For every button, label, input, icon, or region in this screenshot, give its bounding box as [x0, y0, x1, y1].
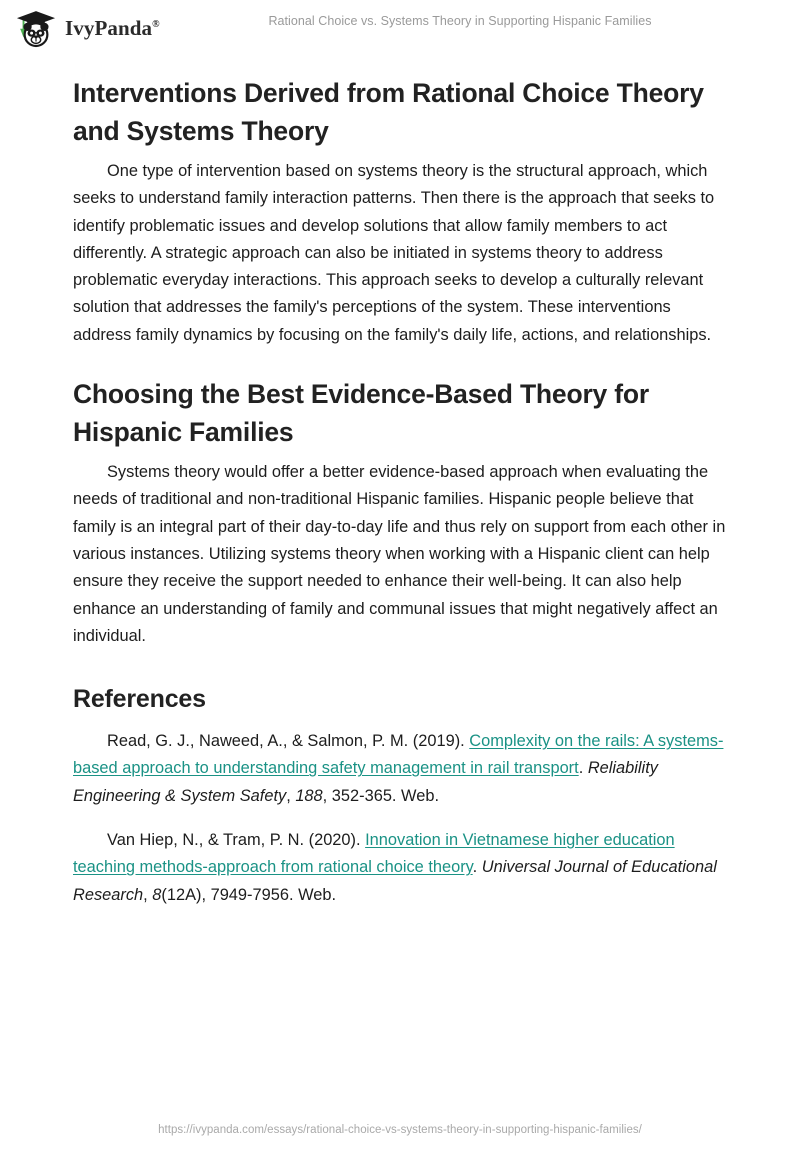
registered-trademark-symbol: ® — [152, 18, 160, 30]
reference-pages: (12A), 7949-7956. Web. — [161, 885, 337, 904]
document-content — [73, 66, 728, 926]
reference-journal: Universal Journal of Educational Research — [73, 858, 717, 904]
reference-volume: 8 — [152, 885, 162, 904]
brand-name-text: IvyPanda — [65, 15, 153, 40]
reference-volume-sep: , — [143, 885, 153, 904]
reference-journal: Reliability Engineering & System Safety — [73, 759, 658, 805]
reference-volume: 188 — [295, 786, 323, 805]
reference-item — [73, 827, 728, 909]
paragraph-interventions: One type of intervention based on systems theory is the structural approach, which seeks to understand family interaction patterns. Then there is the approach that seeks to identify problematic issues and develop solutions that allow family members to act differently. A strategic approach can also be initiated in systems theory to address problematic everyday interactions. This approach seeks to develop a culturally relevant solution that addresses the family's perceptions of the system. These interventions address family dynamics by focusing on the family's daily life, actions, and relationships. — [73, 162, 715, 344]
section-heading-interventions: Interventions Derived from Rational Choice Theory and Systems Theory — [73, 78, 704, 146]
reference-authors-year: Read, G. J., Naweed, A., & Salmon, P. M. (2019). — [107, 732, 470, 751]
reference-authors-year: Van Hiep, N., & Tram, P. N. (2020). — [107, 831, 366, 850]
reference-link[interactable]: Innovation in Vietnamese higher education teaching methods-approach from rational choice theory — [73, 831, 675, 877]
reference-volume-sep: , — [286, 786, 296, 805]
section-heading-choosing-best-theory: Choosing the Best Evidence-Based Theory for Hispanic Families — [73, 379, 649, 448]
page-header — [0, 0, 800, 56]
reference-item — [73, 728, 728, 810]
reference-punct: . — [578, 759, 588, 778]
section-heading-references: References — [73, 685, 206, 714]
paragraph-choosing-best-theory: Systems theory would offer a better evidence-based approach when evaluating the needs of traditional and non-traditional Hispanic families. Hispanic people believe that family is an integral part of their day-to-day life and thus rely on support from each other in various instances. Utilizing systems theory when working with a Hispanic client can help ensure they receive the support needed to enhance their well-being. It can also help enhance an understanding of family and communal issues that might negatively affect an individual. — [73, 463, 726, 645]
reference-link[interactable]: Complexity on the rails: A systems-based approach to understanding safety management in rail transport — [73, 732, 724, 778]
footer-source-url[interactable]: https://ivypanda.com/essays/rational-choice-vs-systems-theory-in-supporting-hispanic-families/ — [158, 1124, 642, 1136]
document-title-header: Rational Choice vs. Systems Theory in Supporting Hispanic Families — [268, 14, 652, 28]
reference-pages: , 352-365. Web. — [322, 786, 439, 805]
page-footer — [0, 1120, 800, 1138]
reference-punct: . — [472, 858, 482, 877]
